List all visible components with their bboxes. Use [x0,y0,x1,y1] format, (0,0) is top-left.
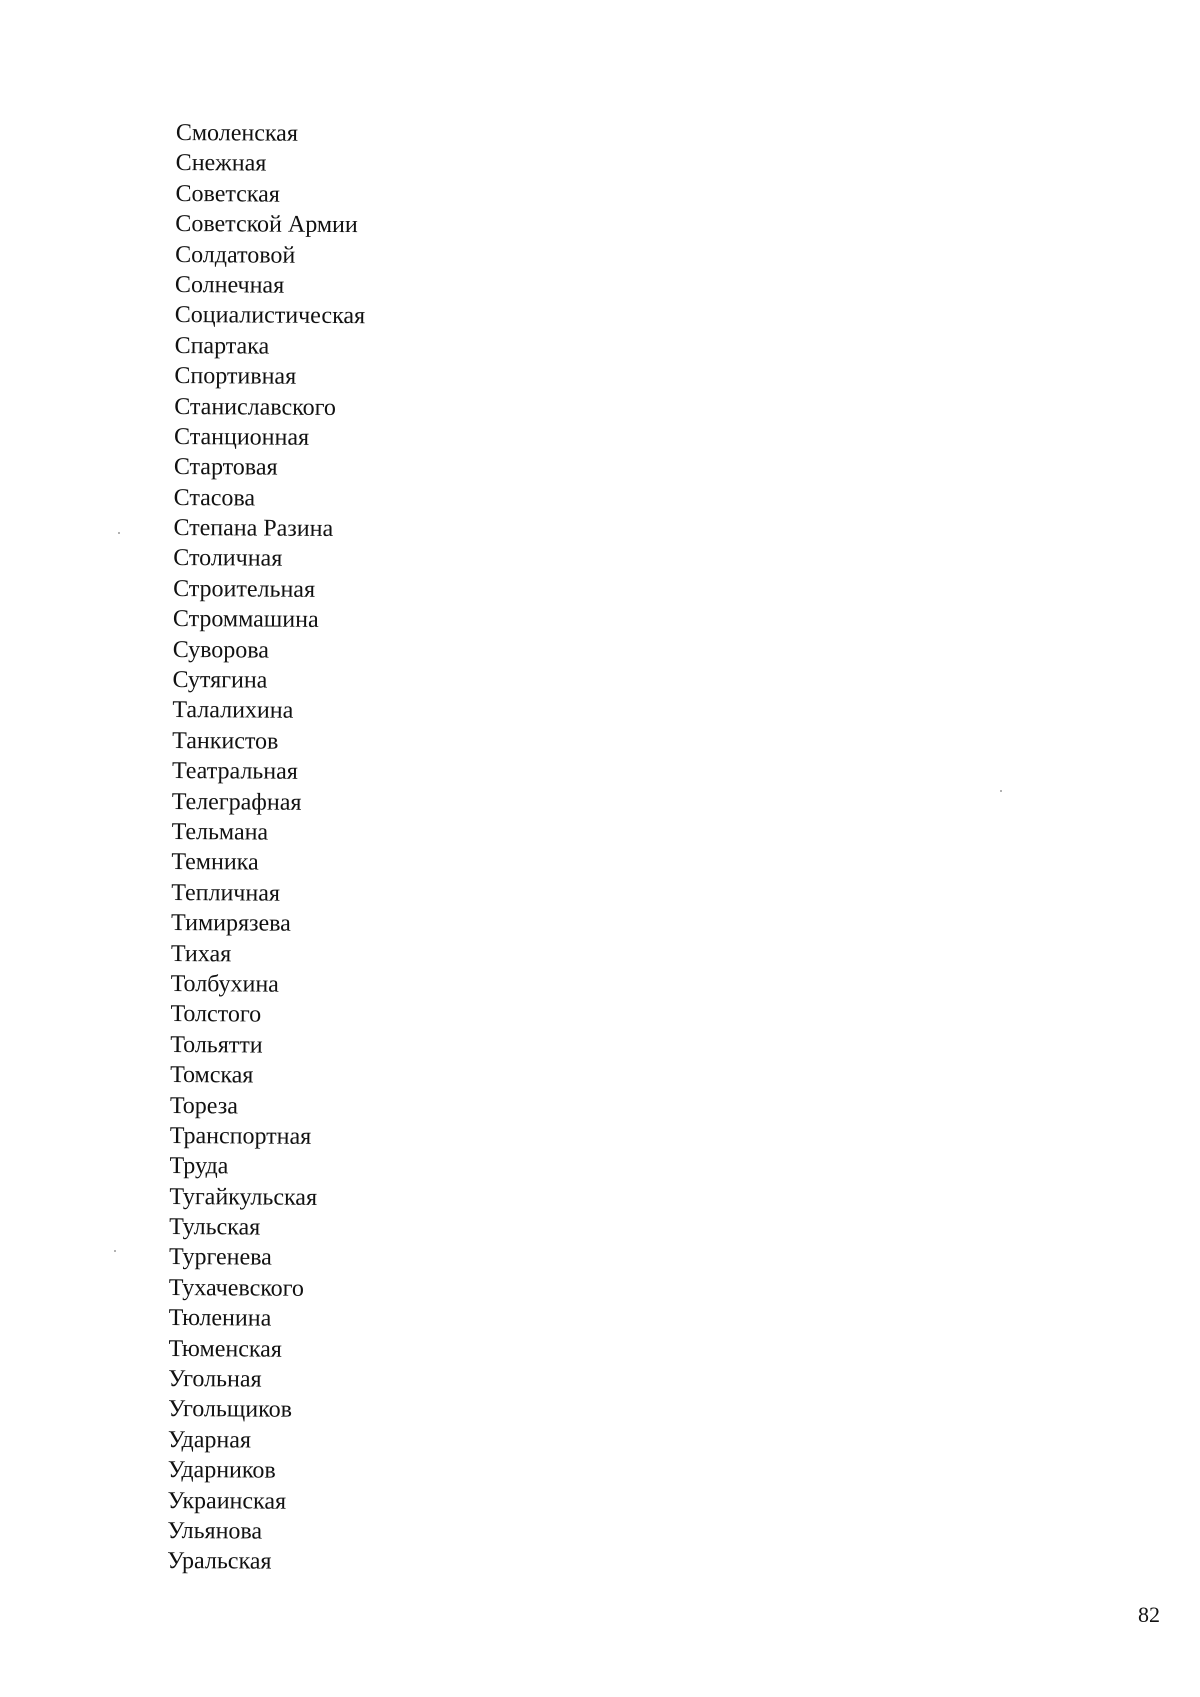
street-item: Тухачевского [168,1274,305,1302]
street-item: Тургенева [168,1244,272,1272]
street-item: Станционная [173,423,310,451]
street-item: Толстого [170,1001,262,1028]
street-item: Сутягина [172,667,268,694]
street-item: Тюленина [168,1305,272,1332]
street-item: Строительная [173,575,316,603]
street-item: Тюменская [168,1335,282,1363]
street-item: Столичная [173,545,283,573]
street-item: Тихая [170,940,232,967]
street-item: Советская [175,180,280,208]
street-item: Стартовая [173,454,278,481]
street-item: Снежная [175,150,267,177]
street-item: Уральская [167,1548,272,1575]
street-item: Тольятти [170,1031,263,1059]
street-item: Угольная [168,1365,262,1393]
street-item: Украинская [167,1487,287,1515]
street-item: Театральная [171,758,298,785]
street-item: Томская [170,1062,254,1089]
street-item: Спартака [174,332,270,360]
street-item: Суворова [172,636,270,664]
street-item: Ударников [167,1457,276,1484]
street-item: Стасова [173,484,256,512]
street-item: Труда [169,1153,229,1180]
street-item: Станиславского [174,393,336,421]
street-item: Тимирязева [171,910,291,937]
street-item: Тепличная [171,879,281,907]
street-item: Темника [171,849,259,876]
scan-speck [114,1250,116,1252]
street-item: Танкистов [172,727,279,755]
street-item: Смоленская [175,119,298,147]
street-item: Социалистическая [174,302,366,330]
page-number: 82 [1138,1602,1160,1627]
street-item: Советской Армии [175,211,358,239]
street-item: Толбухина [170,970,279,998]
street-item: Тугайкульская [169,1183,318,1211]
street-item: Тельмана [171,818,269,846]
street-item: Строммашина [172,606,319,634]
street-item: Транспортная [169,1122,312,1150]
street-list [167,118,366,1578]
street-item: Ударная [167,1426,252,1454]
street-item: Угольщиков [168,1396,293,1424]
street-item: Степана Разина [173,515,334,543]
street-item: Телеграфная [171,788,302,816]
street-item: Ульянова [167,1517,263,1545]
scan-speck [118,532,120,534]
street-item: Тульская [169,1214,261,1241]
scan-speck [1000,790,1002,792]
street-item: Спортивная [174,363,297,390]
street-item: Солдатовой [175,241,296,269]
street-item: Талалихина [172,697,294,725]
street-item: Тореза [169,1092,238,1119]
street-item: Солнечная [174,271,285,299]
